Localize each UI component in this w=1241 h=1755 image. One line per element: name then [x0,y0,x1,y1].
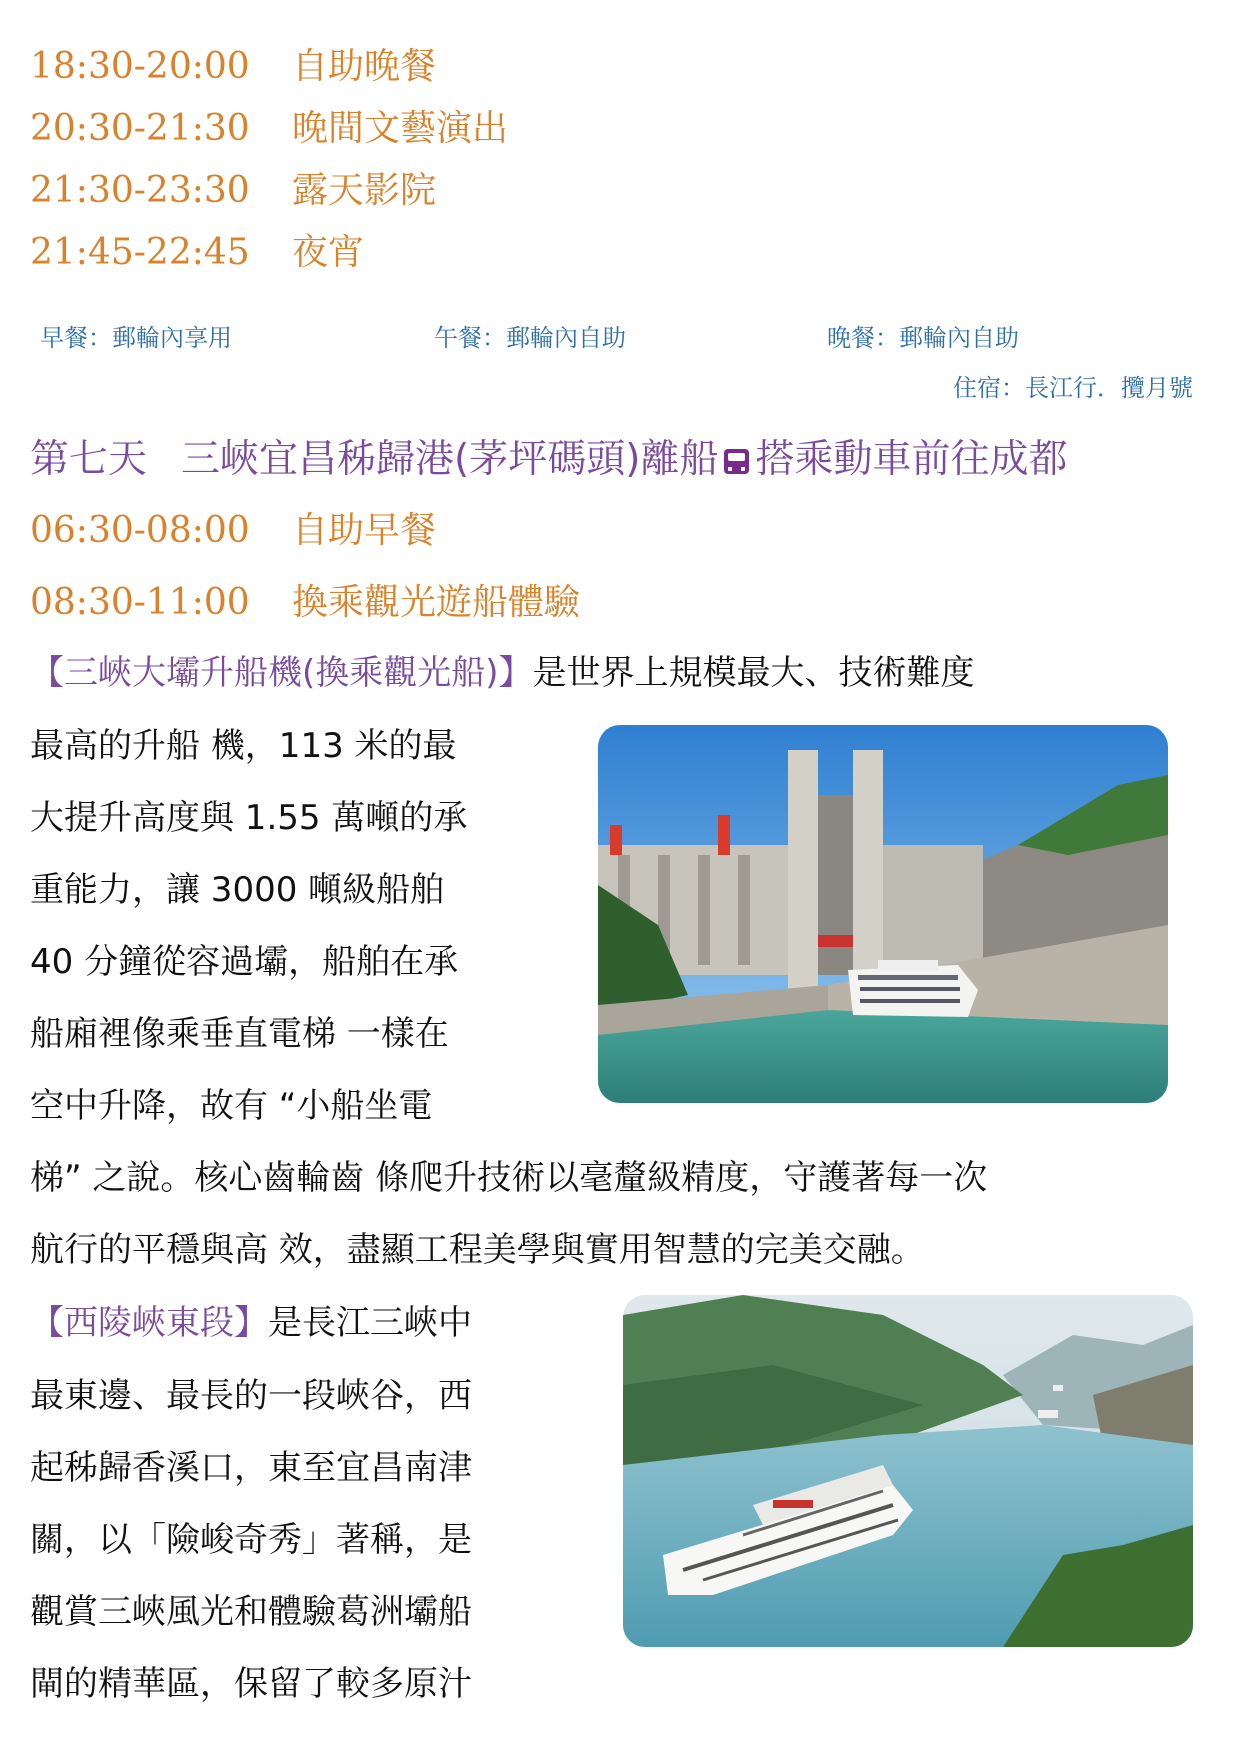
schedule-time: 18:30-20:00 [30,46,250,87]
lodging: 住宿：長江行．攬月號 [953,374,1193,402]
schedule-time: 21:30-23:30 [30,170,250,211]
paragraph-line: 船廂裡像乘垂直電梯 一樣在 [30,1014,449,1054]
day-title-part1: 三峽宜昌秭歸港(茅坪碼頭)離船 [181,437,719,482]
schedule-event: 晚間文藝演出 [292,108,509,149]
meal-lunch: 午餐：郵輪內自助 [434,324,626,352]
day-heading [30,428,1067,484]
paragraph-line: 大提升高度與 1.55 萬噸的承 [30,798,468,838]
schedule-time: 08:30-11:00 [30,582,250,623]
paragraph-line: 空中升降，故有 “小船坐電 [30,1086,433,1126]
paragraph-line: 梯” 之說。核心齒輪齒 條爬升技術以毫釐級精度，守護著每一次 [30,1158,988,1198]
section1-heading: 【三峽大壩升船機(換乘觀光船)】 [30,653,533,693]
paragraph-line: 最東邊、最長的一段峽谷，西 [30,1376,472,1416]
schedule-event: 自助晚餐 [292,46,437,87]
paragraph-line: 重能力，讓 3000 噸級船舶 [30,870,445,910]
schedule-event: 夜宵 [292,232,365,273]
paragraph-line: 觀賞三峽風光和體驗葛洲壩船 [30,1592,472,1632]
meal-dinner: 晚餐：郵輪內自助 [827,324,1019,352]
paragraph-line: 40 分鐘從容過壩，船舶在承 [30,942,459,982]
section2-heading: 【西陵峽東段】 [30,1303,268,1343]
paragraph-line: 航行的平穩與高 效，盡顯工程美學與實用智慧的完美交融。 [30,1230,925,1270]
schedule-row [30,502,436,553]
schedule-time: 21:45-22:45 [30,232,250,273]
schedule-event: 露天影院 [292,170,437,211]
bus-icon [724,449,749,474]
schedule-time: 20:30-21:30 [30,108,250,149]
schedule-time: 06:30-08:00 [30,510,250,551]
paragraph-line: 閘的精華區，保留了較多原汁 [30,1664,472,1704]
schedule-row [30,162,436,213]
schedule-event: 自助早餐 [292,510,437,551]
paragraph-line: 最高的升船 機，113 米的最 [30,726,457,766]
section2-first-line [30,1295,472,1344]
schedule-row [30,574,580,625]
paragraph-line: 關，以「險峻奇秀」著稱，是 [30,1520,472,1560]
ship-lift-photo [598,725,1168,1103]
schedule-event: 換乘觀光遊船體驗 [292,582,581,623]
schedule-row [30,38,436,89]
meal-breakfast: 早餐：郵輪內享用 [40,324,232,352]
schedule-row [30,100,508,151]
schedule-row [30,224,364,275]
day-title-part2: 搭乘動車前往成都 [755,437,1068,482]
day-label: 第七天 [30,437,148,482]
paragraph-line: 是長江三峽中 [268,1303,472,1343]
paragraph-line: 是世界上規模最大、技術難度 [532,653,975,693]
section1-first-line [30,645,975,694]
paragraph-line: 起秭歸香溪口，東至宜昌南津 [30,1448,472,1488]
xiling-gorge-photo [623,1295,1193,1647]
